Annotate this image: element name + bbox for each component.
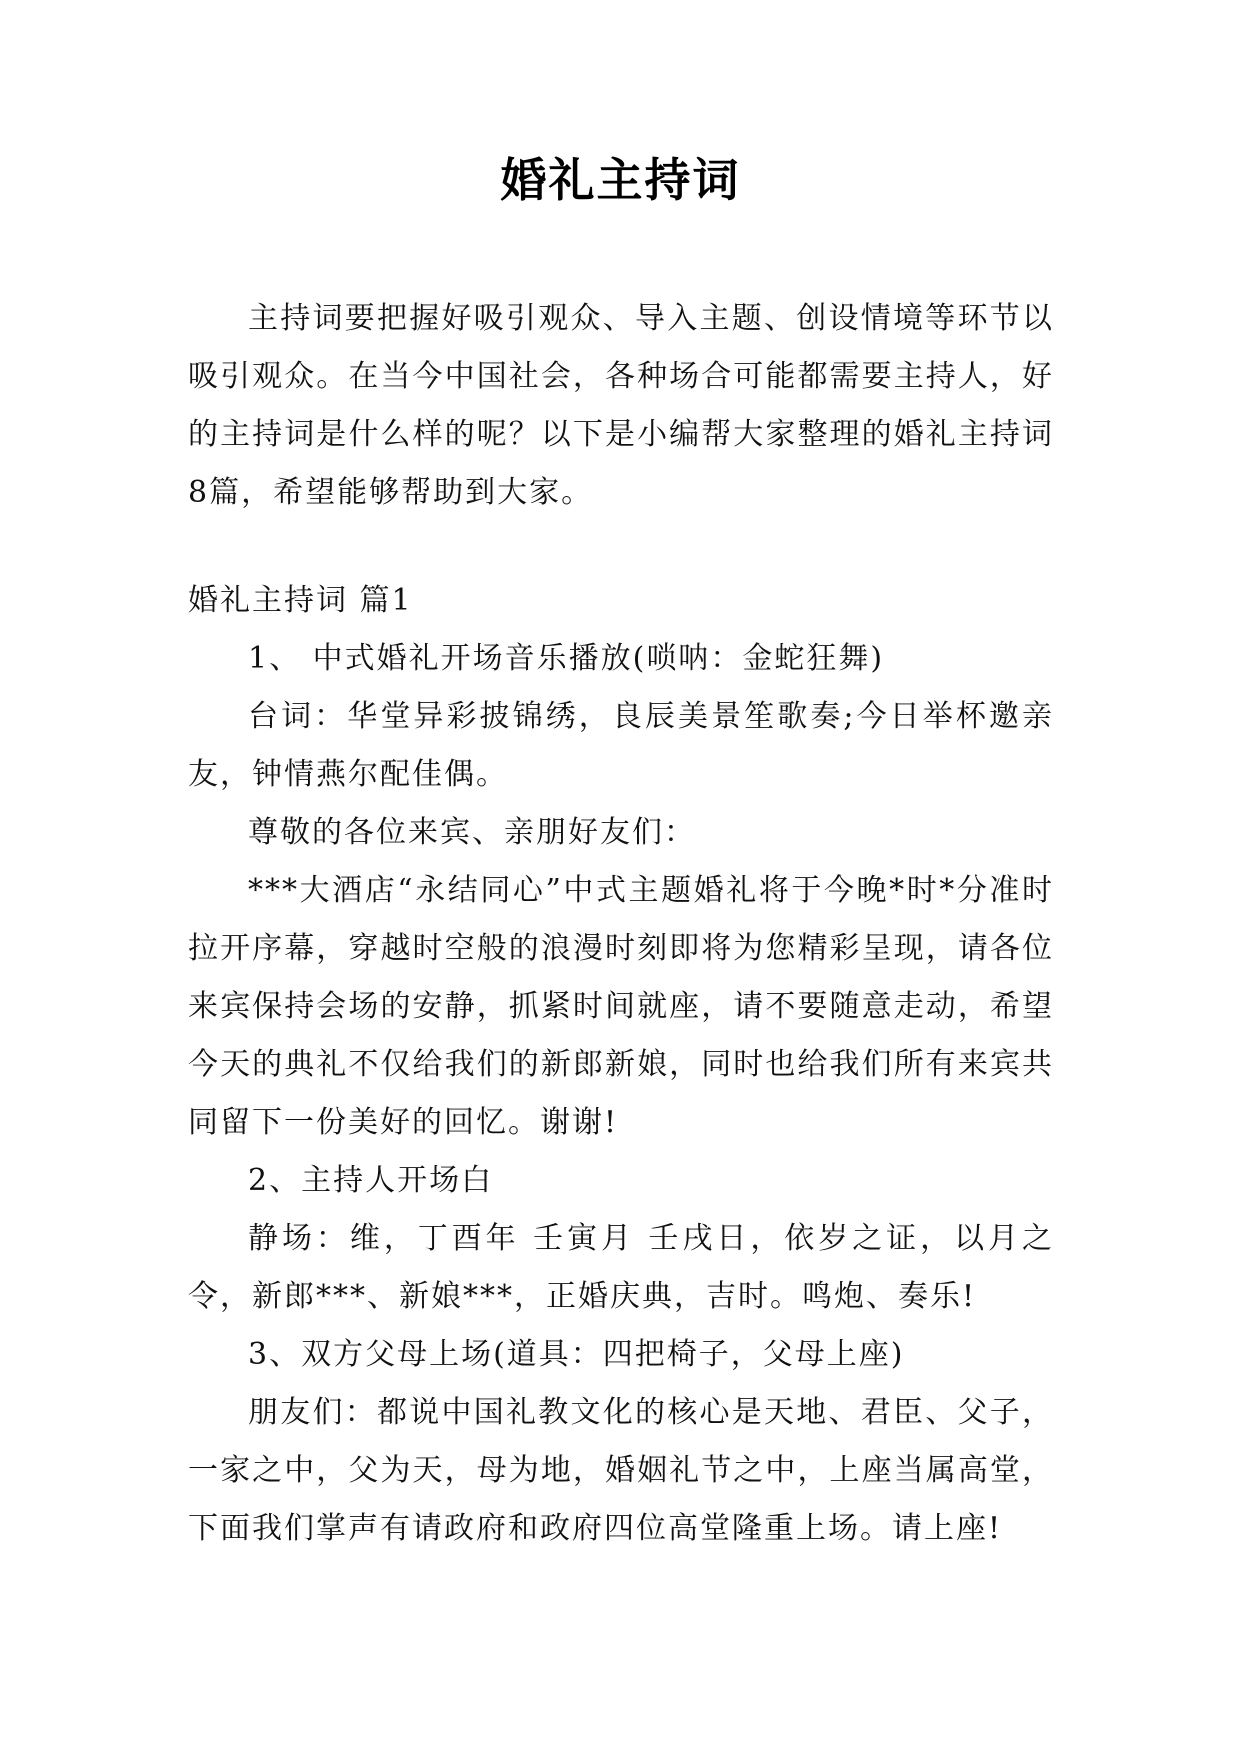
page-title: 婚礼主持词 [500,153,741,207]
intro-paragraph: 主持词要把握好吸引观众、导入主题、创设情境等环节以吸引观众。在当今中国社会，各种场合可能都需要主持人，好的主持词是什么样的呢？以下是小编帮大家整理的婚礼主持词8篇，希望能够帮助到大家。 [188,301,1054,510]
paragraph: 台词：华堂异彩披锦绣，良辰美景笙歌奏;今日举杯邀亲友，钟情燕尔配佳偶。 [188,699,1054,792]
paragraph: 朋友们：都说中国礼教文化的核心是天地、君臣、父子，一家之中，父为天，母为地，婚姻礼节之中，上座当属高堂，下面我们掌声有请政府和政府四位高堂隆重上场。请上座! [188,1395,1054,1546]
paragraph: ***大酒店“永结同心”中式主题婚礼将于今晚*时*分准时拉开序幕，穿越时空般的浪漫时刻即将为您精彩呈现，请各位来宾保持会场的安静，抓紧时间就座，请不要随意走动，希望今天的典礼不仅给我们的新郎新娘，同时也给我们所有来宾共同留下一份美好的回忆。谢谢! [188,873,1054,1140]
paragraph: 2、主持人开场白 [248,1163,494,1198]
intro-section [188,290,1054,522]
content-section [188,572,1054,1558]
paragraph: 3、双方父母上场(道具：四把椅子，父母上座) [248,1337,905,1372]
paragraph: 静场：维，丁酉年 壬寅月 壬戌日，依岁之证，以月之令，新郎***、新娘***，正婚庆典，吉时。鸣炮、奏乐! [188,1221,1054,1314]
section-heading: 婚礼主持词 篇1 [188,583,413,618]
paragraph: 尊敬的各位来宾、亲朋好友们： [248,815,696,850]
paragraph: 1、 中式婚礼开场音乐播放(唢呐：金蛇狂舞) [248,641,885,676]
